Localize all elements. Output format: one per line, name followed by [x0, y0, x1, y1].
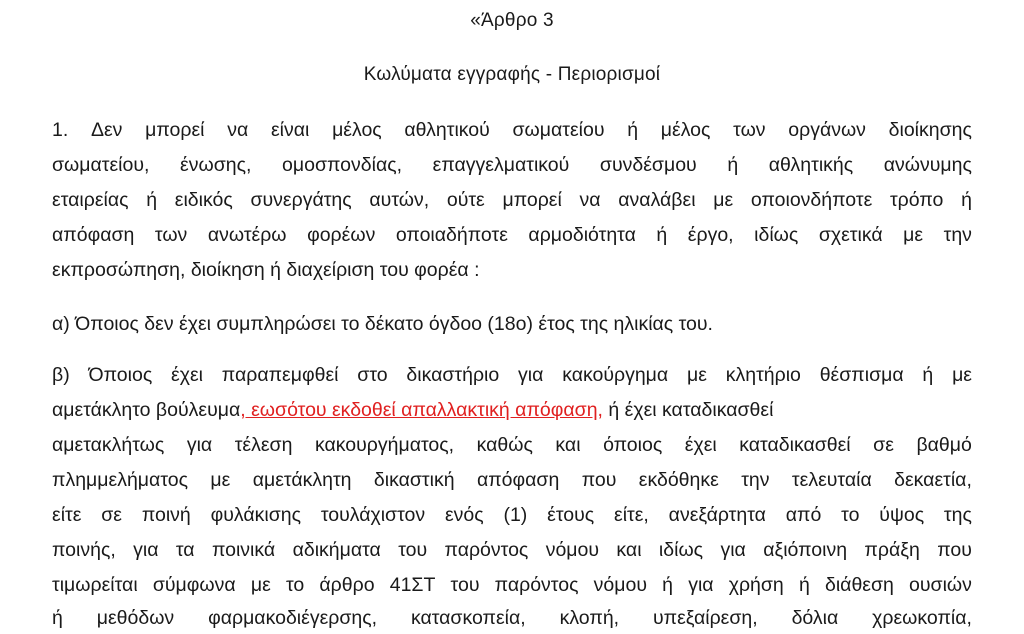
paragraph-1-line: εταιρείας ή ειδικός συνεργάτης αυτών, ούτε μπορεί να αναλάβει με οποιονδήποτε τρόπο ή [52, 189, 972, 211]
item-b-text: αμετάκλητο βούλευμα [52, 399, 241, 421]
article-subheading: Κωλύματα εγγραφής - Περιορισμοί [363, 64, 661, 85]
paragraph-1-line: 1. Δεν μπορεί να είναι μέλος αθλητικού σωματείου ή μέλος των οργάνων διοίκησης [52, 119, 972, 141]
item-b-line: τιμωρείται σύμφωνα με το άρθρο 41ΣΤ του παρόντος νόμου ή για χρήση ή διάθεση ουσιών [52, 574, 972, 596]
paragraph-1-line: απόφαση των ανωτέρω φορέων οποιαδήποτε αρμοδιότητα ή έργο, ιδίως σχετικά με την [52, 224, 972, 246]
item-b-line: ποινής, για τα ποινικά αδικήματα του παρόντος νόμου και ιδίως για αξιόποινη πράξη που [52, 539, 972, 561]
item-b-line: αμετακλήτως για τέλεση κακουργήματος, καθώς και όποιος έχει καταδικασθεί σε βαθμό [52, 434, 972, 456]
item-b-line: είτε σε ποινή φυλάκισης τουλάχιστον ενός (1) έτους είτε, ανεξάρτητα από το ύψος της [52, 504, 972, 526]
paragraph-1-line: σωματείου, ένωσης, ομοσπονδίας, επαγγελματικού συνδέσμου ή αθλητικής ανώνυμης [52, 154, 972, 176]
item-b-line: β) Όποιος έχει παραπεμφθεί στο δικαστήριο για κακούργημα με κλητήριο θέσπισμα ή με [52, 364, 972, 386]
paragraph-1-line: εκπροσώπηση, διοίκηση ή διαχείριση του φορέα : [52, 259, 480, 281]
item-b-text: ή έχει καταδικασθεί [602, 399, 774, 421]
item-a: α) Όποιος δεν έχει συμπληρώσει το δέκατο όγδοο (18ο) έτος της ηλικίας του. [52, 313, 713, 335]
item-b-line-with-amendment [52, 396, 972, 424]
article-heading: «Άρθρο 3 [470, 10, 554, 31]
item-b-line: ή μεθόδων φαρμακοδιέγερσης, κατασκοπεία, κλοπή, υπεξαίρεση, δόλια χρεωκοπία, [52, 607, 972, 629]
amendment-highlight: , εωσότου εκδοθεί απαλλακτική απόφαση, [240, 399, 603, 421]
item-b-line: πλημμελήματος με αμετάκλητη δικαστική απόφαση που εκδόθηκε την τελευταία δεκαετία, [52, 469, 972, 491]
